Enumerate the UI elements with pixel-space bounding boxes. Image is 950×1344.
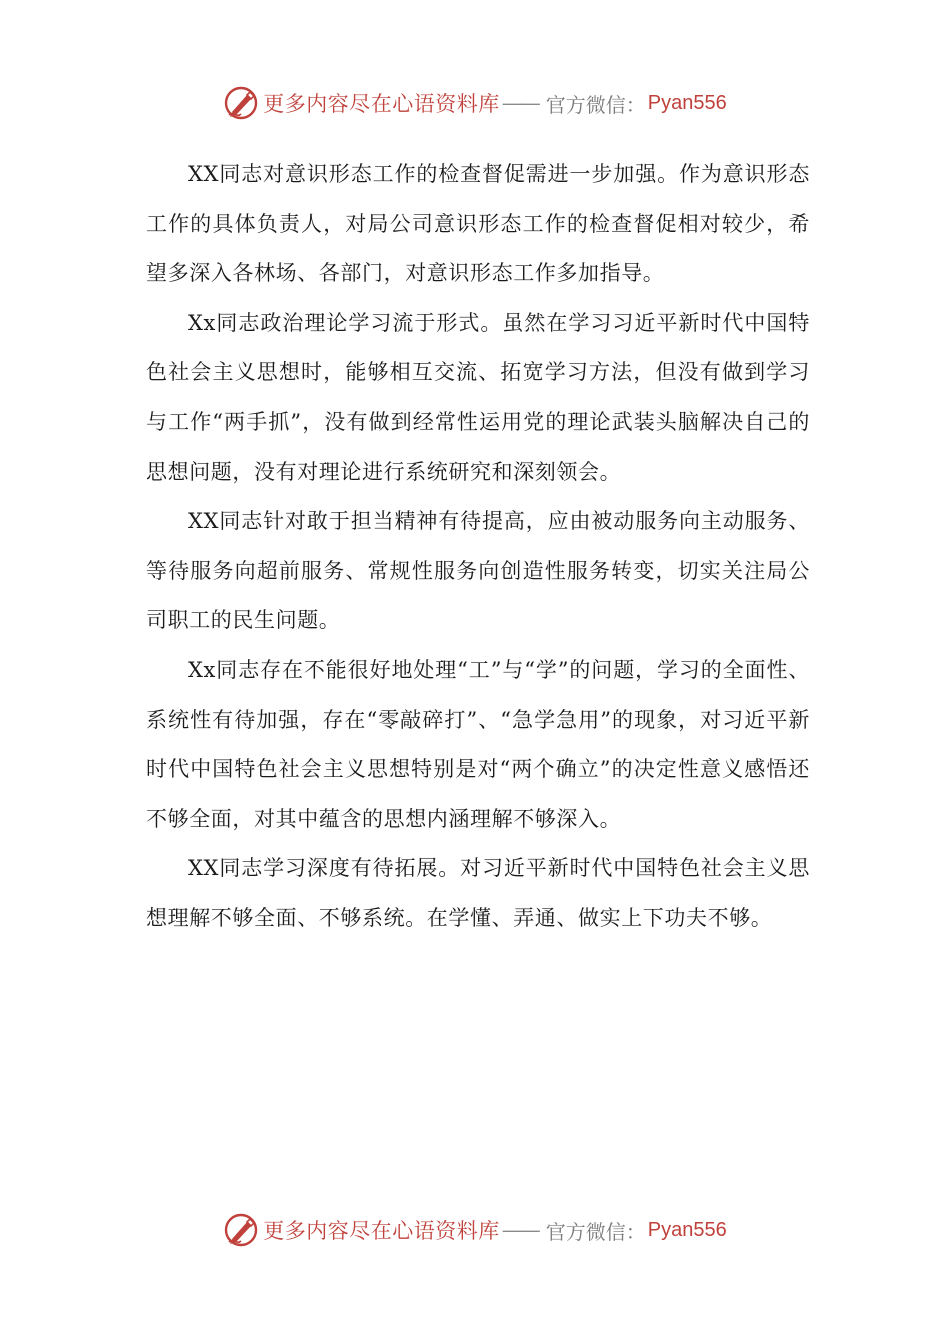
paragraph-4: Xx同志存在不能很好地处理“工”与“学”的问题，学习的全面性、系统性有待加强，存在“零敲碎打”、“急学急用”的现象，对习近平新时代中国特色社会主义思想特别是对“两个确立”的决定性意义感悟还不够全面，对其中蕴含的思想内涵理解不够深入。	[146, 657, 810, 831]
banner-title: 更多内容尽在心语资料库	[263, 92, 500, 116]
banner-separator: ——	[501, 1218, 538, 1242]
paragraph-5: XX同志学习深度有待拓展。对习近平新时代中国特色社会主义思想理解不够全面、不够系统。在学懂、弄通、做实上下功夫不够。	[146, 856, 810, 930]
pen-logo-icon	[223, 1212, 259, 1248]
paragraph-2: Xx同志政治理论学习流于形式。虽然在学习习近平新时代中国特色社会主义思想时，能够相互交流、拓宽学习方法，但没有做到学习与工作“两手抓”，没有做到经常性运用党的理论武装头脑解决自己的思想问题，没有对理论进行系统研究和深刻领会。	[146, 310, 810, 484]
paragraph-1: XX同志对意识形态工作的检查督促需进一步加强。作为意识形态工作的具体负责人，对局公司意识形态工作的检查督促相对较少，希望多深入各林场、各部门，对意识形态工作多加指导。	[146, 162, 810, 286]
banner-wechat-label: 官方微信：	[545, 1219, 646, 1244]
banner-separator: ——	[501, 91, 538, 115]
document-body	[146, 150, 810, 944]
banner-wechat-label: 官方微信：	[545, 92, 646, 117]
paragraph-3: XX同志针对敢于担当精神有待提高，应由被动服务向主动服务、等待服务向超前服务、常规性服务向创造性服务转变，切实关注局公司职工的民生问题。	[146, 509, 810, 633]
banner-title: 更多内容尽在心语资料库	[263, 1219, 500, 1243]
header-banner	[0, 80, 950, 126]
banner-wechat-id: Pyan556	[647, 91, 727, 114]
footer-banner	[0, 1207, 950, 1253]
pen-logo-icon	[223, 85, 259, 121]
banner-wechat-id: Pyan556	[647, 1218, 727, 1241]
